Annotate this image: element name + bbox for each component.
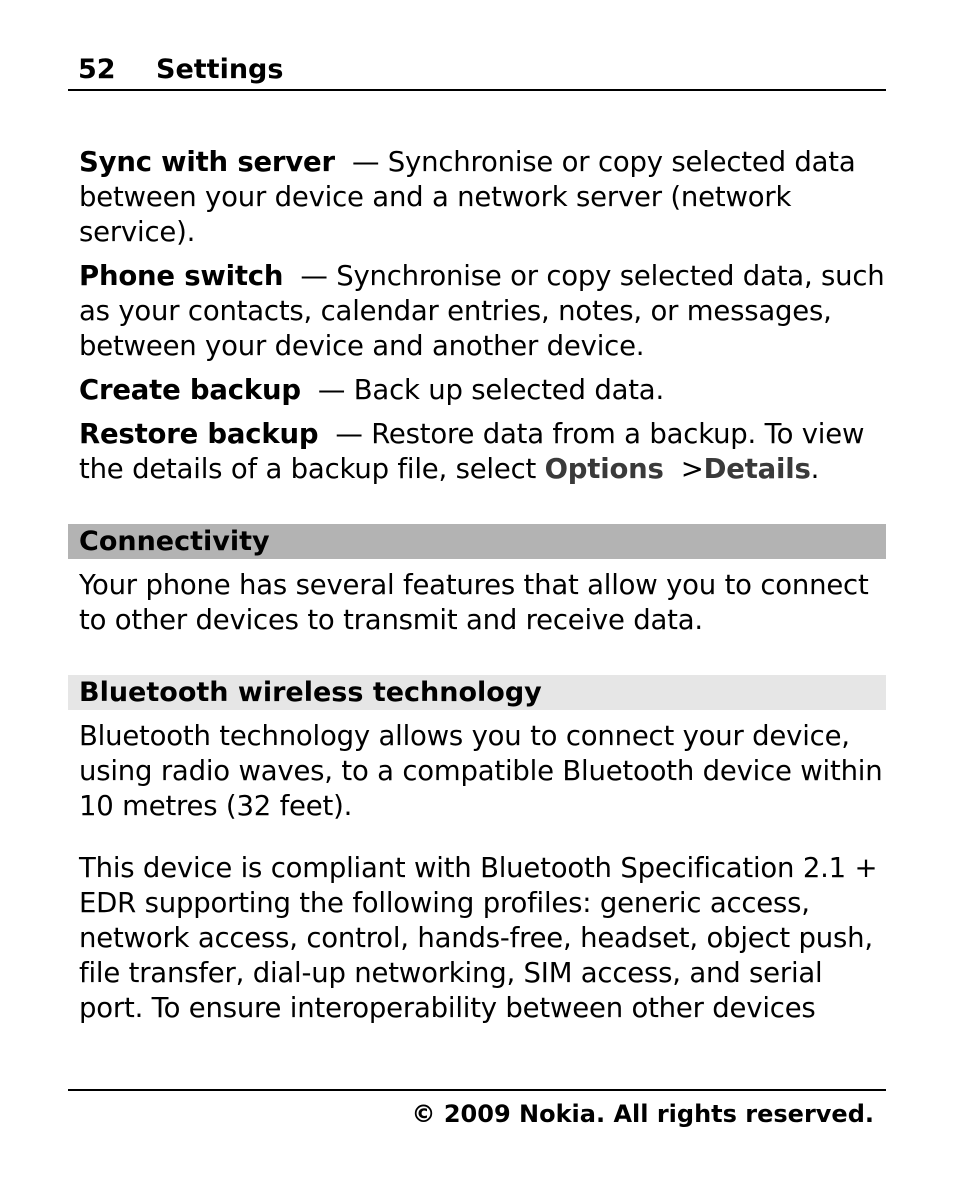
- create-backup-term: Create backup: [79, 374, 301, 406]
- page-number: 52: [78, 54, 116, 85]
- restore-backup-term: Restore backup: [79, 418, 319, 450]
- create-backup-description: — Back up selected data.: [317, 374, 665, 406]
- phone-switch-term: Phone switch: [79, 260, 284, 292]
- options-menu-term: Options: [544, 453, 664, 485]
- section-heading-connectivity: Connectivity: [68, 524, 886, 559]
- bluetooth-paragraph-1: Bluetooth technology allows you to connect your device, using radio waves, to a compatible Bluetooth device within 10 metres (32 feet).: [79, 720, 883, 822]
- menu-separator: >: [680, 453, 704, 485]
- page-header: [68, 52, 886, 91]
- sync-with-server-description: — Synchronise or copy selected data between your device and a network server (network service).: [79, 146, 856, 248]
- connectivity-intro: Your phone has several features that allow you to connect to other devices to transmit and receive data.: [79, 569, 869, 636]
- restore-backup-description: — Restore data from a backup. To view the details of a backup file, select: [79, 418, 865, 485]
- bluetooth-paragraph-2: This device is compliant with Bluetooth Specification 2.1 + EDR supporting the following profiles: generic access, network access, control, hands-free, headset, object push, file transfer, dial-up networking, SIM access, and serial port. To ensure interoperability between other devices: [79, 852, 878, 1024]
- restore-backup-entry: [68, 417, 886, 487]
- page-footer: [68, 1089, 886, 1132]
- sync-with-server-entry: [68, 145, 886, 250]
- chapter-title: Settings: [156, 54, 284, 85]
- phone-switch-description: — Synchronise or copy selected data, such as your contacts, calendar entries, notes, or messages, between your device and another device.: [79, 260, 885, 362]
- sync-with-server-term: Sync with server: [79, 146, 335, 178]
- phone-switch-entry: [68, 259, 886, 364]
- copyright-notice: © 2009 Nokia. All rights reserved.: [411, 1100, 874, 1128]
- page-content: [68, 145, 886, 1026]
- create-backup-entry: [68, 373, 886, 408]
- sentence-end: .: [810, 453, 820, 485]
- subsection-heading-bluetooth: Bluetooth wireless technology: [68, 675, 886, 710]
- details-menu-term: Details: [703, 453, 811, 485]
